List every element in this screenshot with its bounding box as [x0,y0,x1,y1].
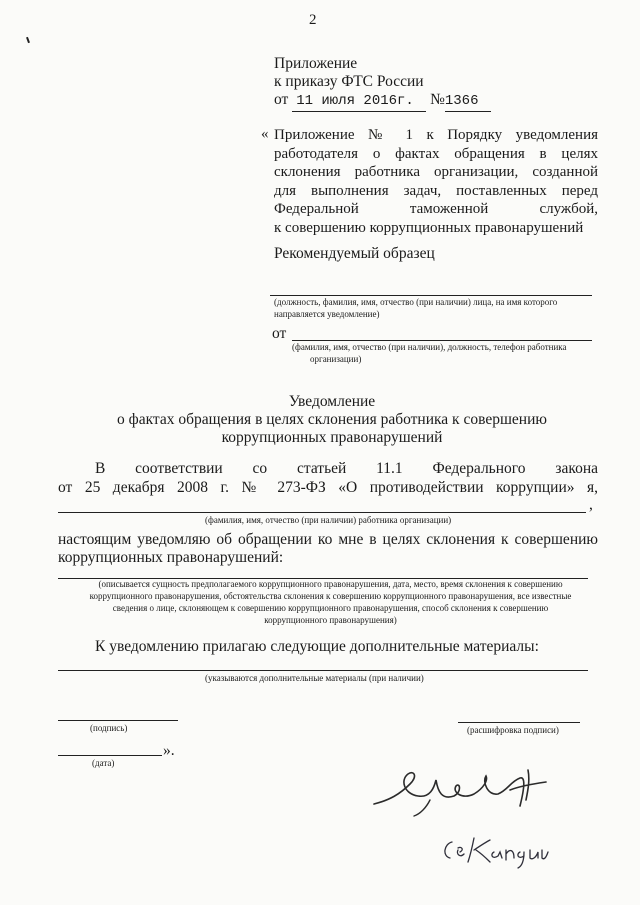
body-line-1: В соответствии со статьей 11.1 Федерального закона [95,460,598,477]
signature-line [58,720,178,721]
header-order: к приказу ФТС России [274,73,424,90]
appendix-block [274,126,598,238]
date-line [58,755,162,756]
attachments-field-line [58,670,588,671]
appendix-line: к совершению коррупционных правонарушений [274,219,584,236]
stray-mark [26,37,30,43]
sender-hint-line: (фамилия, имя, отчество (при наличии), должность, телефон работника [292,342,567,352]
circumstances-hint-line: (описывается сущность предполагаемого коррупционного правонарушения, дата, место, время склонения к совершению [98,579,563,589]
decryption-hint: (расшифровка подписи) [467,725,559,735]
body-line-4: коррупционных правонарушений: [58,549,284,566]
header-appendix: Приложение [274,55,358,72]
circumstances-hint-line: коррупционного правонарушения, обстоятельства склонения к совершению коррупционного правонарушения, все известные [89,591,572,601]
order-number: 1366 [445,92,491,112]
appendix-line: Приложение № 1 к Порядку уведомления [274,127,598,143]
sender-hint [292,341,602,365]
appendix-line: склонения работника организации, созданной [274,164,598,181]
addressee-hint-line: направляется уведомление) [274,309,380,319]
sample-label: Рекомендуемый образец [274,245,435,262]
open-quote: « [261,126,269,142]
signature-hint: (подпись) [90,723,128,733]
appendix-line: Федеральной таможенной службой, [274,201,598,218]
body-line-3: настоящим уведомляю об обращении ко мне в целях склонения к совершению [58,531,598,548]
employee-hint: (фамилия, имя, отчество (при наличии) работника организации) [205,515,452,525]
date-prefix: от [274,91,289,108]
number-prefix: № [430,91,445,108]
notice-subtitle: о фактах обращения в целях склонения работника к совершению [117,411,547,428]
addressee-hint-line: (должность, фамилия, имя, отчество (при наличии) лица, на имя которого [274,297,558,307]
employee-line-comma: , [589,496,593,513]
notice-subtitle-2: коррупционных правонарушений [221,429,443,446]
appendix-line: для выполнения задач, поставленных перед [274,182,598,199]
date-close-quote: ». [163,742,175,759]
date-hint: (дата) [92,758,115,768]
handwritten-name [440,830,550,870]
attachments-hint: (указываются дополнительные материалы (при наличии) [205,673,424,683]
circumstances-hint-line: коррупционного правонарушения) [264,615,397,625]
header-date-line [274,90,491,112]
employee-line [58,512,586,513]
sender-hint-line: организации) [310,354,362,364]
notice-title: Уведомление [288,393,376,410]
decryption-line [458,722,580,723]
addressee-hint [274,296,604,320]
order-date: 11 июля 2016г. [292,92,426,112]
appendix-line: работодателя о фактах обращения в целях [274,145,598,162]
circumstances-hint [58,578,603,626]
official-signature [370,760,570,820]
body-line-2: от 25 декабря 2008 г. № 273-ФЗ «О противодействии коррупции» я, [58,479,598,496]
page-number: 2 [309,12,317,28]
circumstances-hint-line: сведения о лице, склоняющем к совершению коррупционного правонарушения, способ склонения к совершению [112,603,549,613]
attachments-line: К уведомлению прилагаю следующие дополнительные материалы: [95,638,539,655]
from-label: от [272,325,287,342]
